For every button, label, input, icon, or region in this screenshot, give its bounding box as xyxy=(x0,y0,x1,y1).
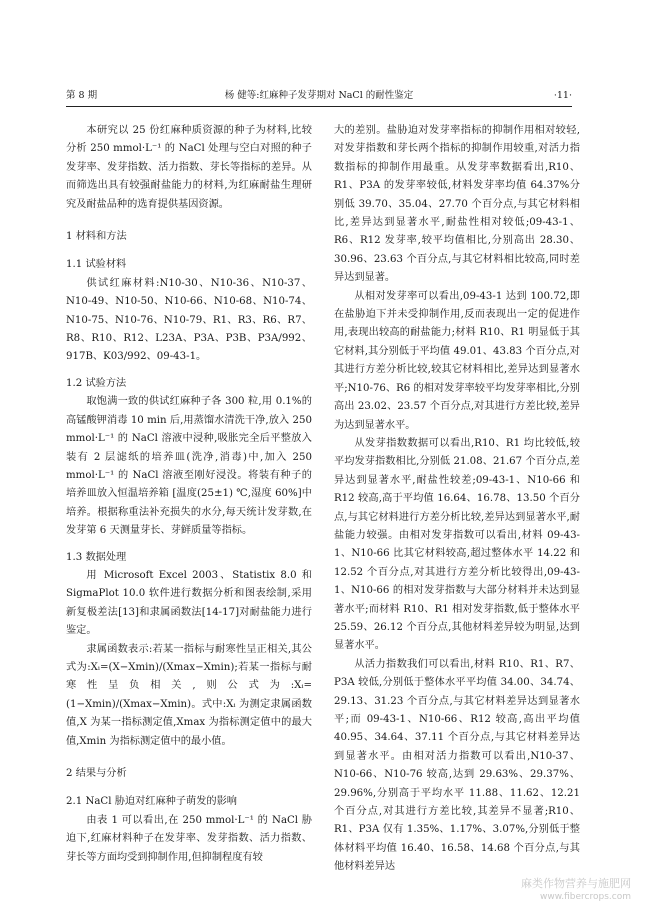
body-paragraph: 隶属函数表示:若某一指标与耐寒性呈正相关,其公式为:Xᵢ=(X−Xmin)/(Xmax−Xmin);若某一指标与耐寒性呈负相关,则公式为:Xᵢ=(1−Xmin)/(Xmax−Xmin)。式中:Xᵢ 为测定隶属函数值,X 为某一指标测定值,Xmax 为指标测定值中的最大值,Xmin 为指标测定值中的最小值。 xyxy=(66,643,312,747)
body-paragraph: 取饱满一致的供试红麻种子各 300 粒,用 0.1%的高锰酸钾消毒 10 min 后,用蒸馏水清洗干净,放入 250 mmol·L⁻¹ 的 NaCl 溶液中浸种,吸胀完全后平整放入装有 2 层滤纸的培养皿(洗净,消毒)中,加入 250 mmol·L⁻¹ 的 NaCl 溶液至刚好浸没。将装有种子的培养皿放入恒温培养箱 [温度(25±1) ℃,湿度 60%]中培养。根据称重法补充损失的水分,每天统计发芽数,在发芽第 6 天测量芽长、芽鲜质量等指标。 xyxy=(66,396,312,537)
subsection-heading: 1.1 试验材料 xyxy=(66,259,127,271)
watermark-url: www.fibercrops.com xyxy=(540,892,631,902)
body-paragraph: 用 Microsoft Excel 2003、Statistix 8.0 和 SigmaPlot 10.0 软件进行数据分析和图表绘制,采用新复极差法[13]和隶属函数法[14-17]对耐盐能力进行鉴定。 xyxy=(66,569,312,637)
subsection-heading: 1.2 试验方法 xyxy=(66,377,127,389)
page-header xyxy=(66,88,572,104)
section-heading: 1 材料和方法 xyxy=(66,231,127,243)
body-paragraph: 从发芽指数数据可以看出,R10、R1 均比较低,较平均发芽指数相比,分别低 21.08、21.67 个百分点,差异达到显著水平,耐盐性较差;09-43-1、N10-66 和 R12 较高,高于平均值 16.64、16.78、13.50 个百分点,与其它材料进行方差分析比较,差异达到显著水平,耐盐能力较强。由相对发芽指数可以看出,材料 09-43-1、N10-66 比其它材料较高,超过整体水平 14.22 和 12.52 个百分点,对其进行方差分析比较得出,09-43-1、N10-66 的相对发芽指数与大部分材料并未达到显著水平;而材料 R10、R1 相对发芽指数,低于整体水平 25.59、26.12 个百分点,其他材料差异较为明显,达到显著水平。 xyxy=(334,437,580,652)
body-paragraph: 由表 1 可以看出,在 250 mmol·L⁻¹ 的 NaCl 胁迫下,红麻材料种子在发芽率、发芽指数、活力指数、芽长等方面均受到抑制作用,但抑制程度有较 xyxy=(66,814,312,863)
body-paragraph: 本研究以 25 份红麻种质资源的种子为材料,比较分析 250 mmol·L⁻¹ 的 NaCl 处理与空白对照的种子发芽率、发芽指数、活力指数、芽长等指标的差异。从而筛选出具有较强耐盐能力的材料,为红麻耐盐生理研究及耐盐品种的选育提供基因资源。 xyxy=(66,125,312,210)
issue-number: 第 8 期 xyxy=(66,90,98,101)
body-paragraph: 供试红麻材料:N10-30、N10-36、N10-37、N10-49、N10-50、N10-66、N10-68、N10-74、N10-75、N10-76、N10-79、R1、R3、R6、R7、R8、R10、R12、L23A、P3A、P3B、P3A/992、917B、K03/992、09-43-1。 xyxy=(66,277,312,363)
page-number: ·11· xyxy=(553,90,572,101)
running-title: 杨 健等:红麻种子发芽期对 NaCl 的耐性鉴定 xyxy=(224,90,414,101)
body-paragraph: 从活力指数我们可以看出,材料 R10、R1、R7、P3A 较低,分别低于整体水平平均值 34.00、34.74、29.13、31.23 个百分点,与其它材料差异达到显著水平;而 09-43-1、N10-66、R12 较高,高出平均值 40.95、34.64、37.11 个百分点,与其它材料差异达到显著水平。由相对活力指数可以看出,N10-37、N10-66、N10-76 较高,达到 29.63%、29.37%、29.96%,分别高于平均水平 11.88、11.62、12.21 个百分点,对其进行方差比较,其差异不显著;R10、R1、P3A 仅有 1.35%、1.17%、3.07%,分别低于整体材料平均值 16.40、16.58、14.68 个百分点,与其他材料差异达 xyxy=(334,658,580,873)
header-rule xyxy=(66,106,572,107)
subsection-heading: 2.1 NaCl 胁迫对红麻种子萌发的影响 xyxy=(66,796,237,808)
watermark-name: 麻类作物营养与施肥网 xyxy=(521,877,631,890)
subsection-heading: 1.3 数据处理 xyxy=(66,551,127,563)
site-watermark xyxy=(521,877,631,903)
body-paragraph: 从相对发芽率可以看出,09-43-1 达到 100.72,即在盐胁迫下并未受抑制作用,反而表现出一定的促进作用,表现出较高的耐盐能力;材料 R10、R1 明显低于其它材料,其分别低于平均值 49.01、43.83 个百分点,对其进行方差分析比较,较其它材料相比,差异达到显著水平;N10-76、R6 的相对发芽率较平均发芽率相比,分别高出 23.02、23.57 个百分点,对其进行方差比较,差异为达到显著水平。 xyxy=(334,290,580,431)
left-column xyxy=(66,122,312,867)
right-column xyxy=(334,122,580,877)
section-heading: 2 结果与分析 xyxy=(66,768,127,779)
body-paragraph: 大的差别。盐胁迫对发芽率指标的抑制作用相对较轻,对发芽指数和芽长两个指标的抑制作用较重,对活力指数指标的抑制作用最重。从发芽率数据看出,R10、R1、P3A 的发芽率较低,材料发芽率均值 64.37%分别低 39.70、35.04、27.70 个百分点,与其它材料相比,差异达到显著水平,耐盐性相对较低;09-43-1、R6、R12 发芽率,较平均值相比,分别高出 28.30、30.96、23.63 个百分点,与其它材料相比较高,同时差异达到显著。 xyxy=(334,125,580,284)
